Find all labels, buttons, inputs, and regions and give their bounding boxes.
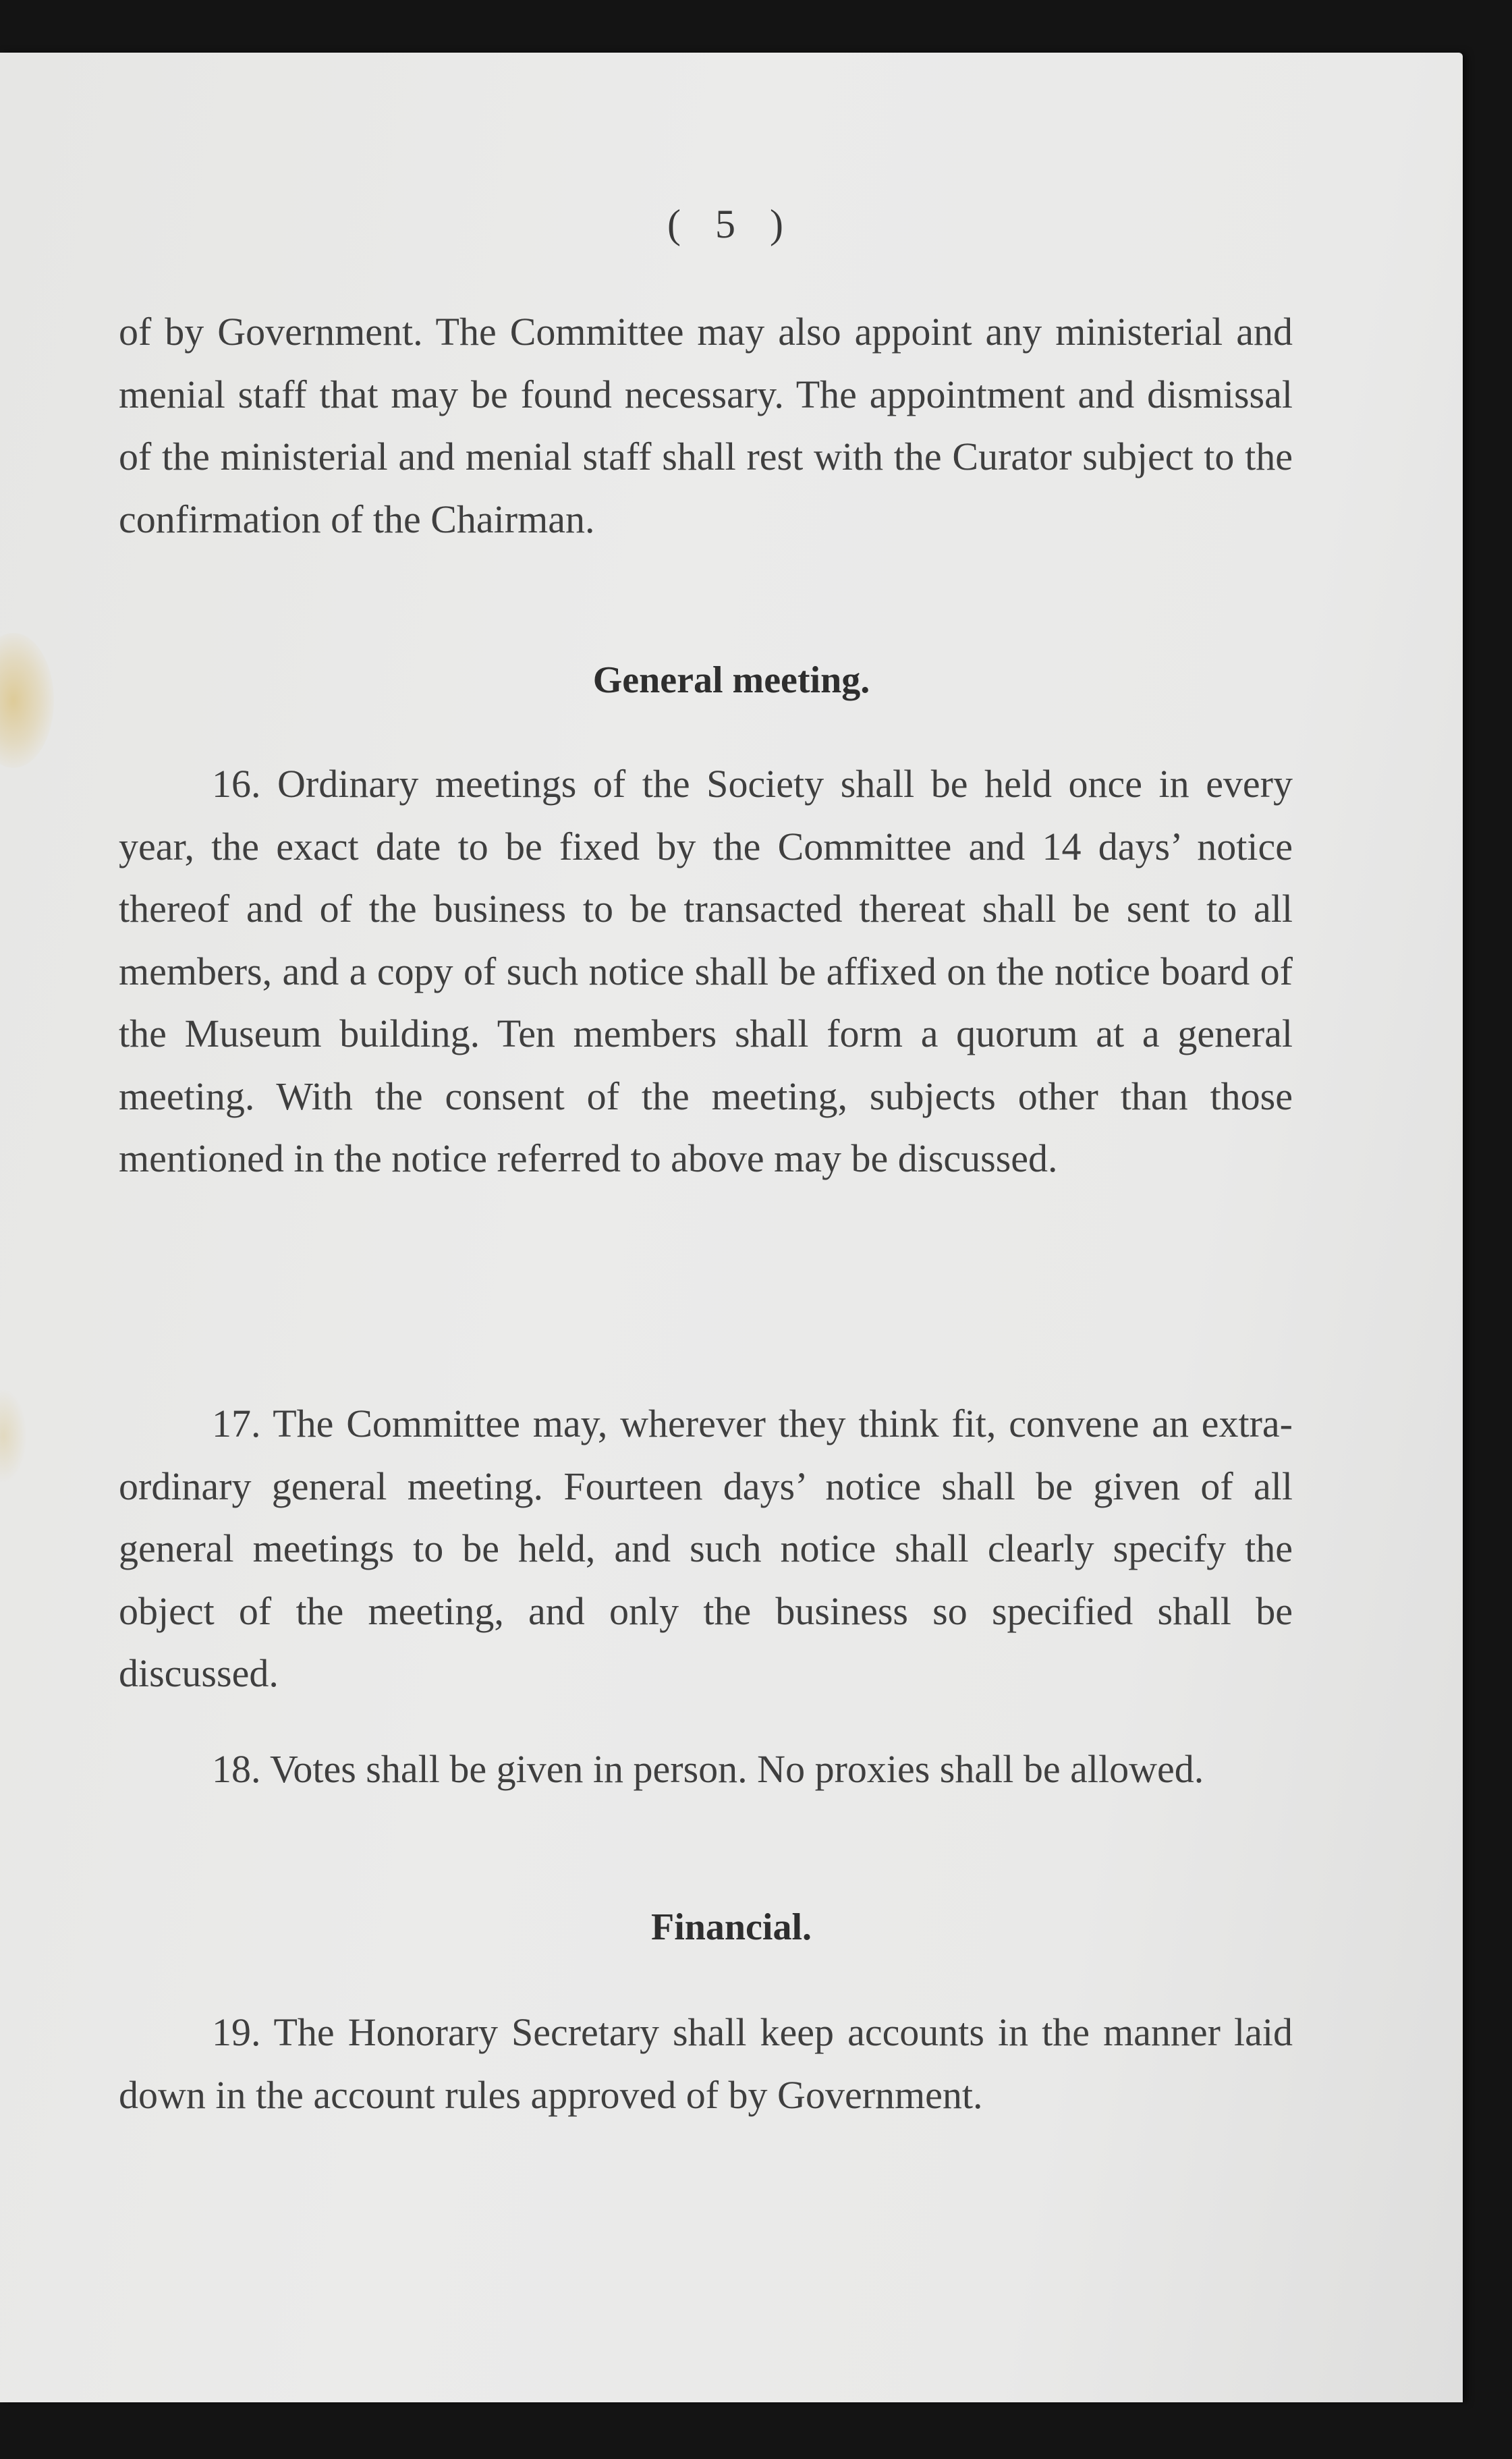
rule-19: 19. The Honorary Secretary shall keep accounts in the manner laid down in the account rules approved of by Government. bbox=[119, 2010, 1293, 2117]
section-heading-general-meeting: General meeting. bbox=[592, 659, 870, 701]
rule-16-block bbox=[119, 753, 1293, 1190]
rule-17-block bbox=[119, 1393, 1293, 1705]
rule-17: 17. The Committee may, wherever they think fit, convene an extra-ordinary general meeting. Fourteen days’ notice shall be given of all general meetings to be held, and such notice shall clearly specify the object of the meeting, and only the business so specified shall be discussed. bbox=[119, 1402, 1293, 1695]
rule-18-block bbox=[119, 1738, 1293, 1801]
continuation-block bbox=[119, 301, 1293, 551]
page-number: ( 5 ) bbox=[667, 202, 795, 246]
rule-19-block bbox=[119, 2001, 1293, 2126]
section-heading-financial: Financial. bbox=[650, 1906, 812, 1948]
water-stain bbox=[0, 1389, 27, 1483]
rule-16: 16. Ordinary meetings of the Society shall be held once in every year, the exact date to be fixed by the Committee and 14 days’ notice thereof and of the business to be transacted thereat shall be sent to all members, and a copy of such notice shall be affixed on the notice board of the Museum building. Ten members shall form a quorum at a general meeting. With the consent of the meeting, subjects other than those mentioned in the notice referred to above may be discussed. bbox=[119, 762, 1293, 1180]
document-page bbox=[0, 53, 1463, 2402]
rule-18: 18. Votes shall be given in person. No proxies shall be allowed. bbox=[212, 1747, 1204, 1791]
continuation-paragraph: of by Government. The Committee may also appoint any ministerial and menial staff that may be found necessary. The appointment and dismissal of the ministerial and menial staff shall rest with the Curator subject to the confirmation of the Chairman. bbox=[119, 310, 1293, 541]
